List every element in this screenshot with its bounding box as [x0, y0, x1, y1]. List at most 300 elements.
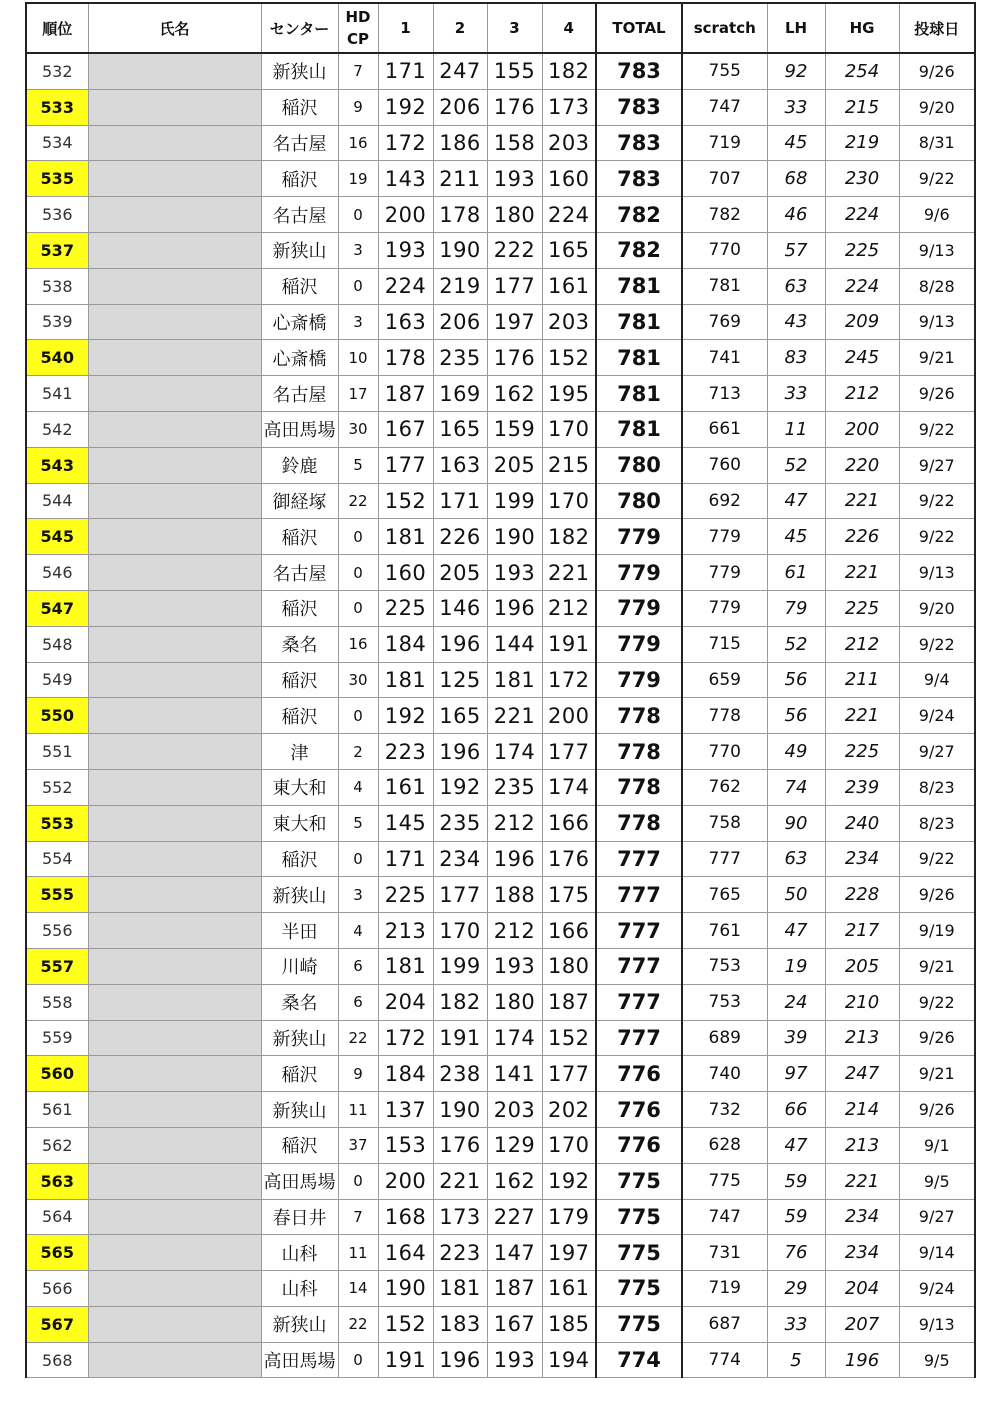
hdcp-cell: 0	[338, 1342, 378, 1378]
high-game-score: 207	[825, 1306, 899, 1342]
game-4-score: 179	[542, 1199, 596, 1235]
game-4-score: 172	[542, 662, 596, 698]
play-date: 9/27	[899, 1199, 975, 1235]
rank-cell: 537	[26, 232, 88, 268]
total-score: 779	[596, 626, 682, 662]
game-3-score: 177	[487, 268, 542, 304]
game-2-score: 173	[433, 1199, 487, 1235]
scratch-score: 692	[682, 483, 767, 519]
rank-cell: 563	[26, 1163, 88, 1199]
play-date: 9/13	[899, 304, 975, 340]
name-cell	[88, 1306, 261, 1342]
game-2-score: 235	[433, 805, 487, 841]
play-date: 9/26	[899, 1092, 975, 1128]
hdcp-cell: 37	[338, 1127, 378, 1163]
game-1-score: 167	[378, 411, 433, 447]
header-game-4: 4	[542, 3, 596, 53]
total-score: 781	[596, 304, 682, 340]
rank-cell: 535	[26, 161, 88, 197]
name-cell	[88, 53, 261, 89]
game-2-score: 221	[433, 1163, 487, 1199]
center-cell: 名古屋	[261, 555, 338, 591]
center-cell: 心斎橋	[261, 340, 338, 376]
game-2-score: 235	[433, 340, 487, 376]
rank-cell: 558	[26, 984, 88, 1020]
game-2-score: 192	[433, 769, 487, 805]
table-row	[26, 232, 975, 268]
game-4-score: 170	[542, 483, 596, 519]
name-cell	[88, 698, 261, 734]
game-2-score: 170	[433, 913, 487, 949]
game-3-score: 203	[487, 1092, 542, 1128]
scratch-score: 628	[682, 1127, 767, 1163]
low-game-score: 52	[767, 626, 825, 662]
center-cell: 山科	[261, 1271, 338, 1307]
total-score: 777	[596, 913, 682, 949]
rank-cell: 540	[26, 340, 88, 376]
low-game-score: 45	[767, 519, 825, 555]
table-row	[26, 1020, 975, 1056]
table-row	[26, 913, 975, 949]
play-date: 9/21	[899, 340, 975, 376]
game-4-score: 182	[542, 53, 596, 89]
game-1-score: 192	[378, 698, 433, 734]
game-3-score: 196	[487, 841, 542, 877]
low-game-score: 49	[767, 734, 825, 770]
scratch-score: 740	[682, 1056, 767, 1092]
low-game-score: 33	[767, 89, 825, 125]
rank-cell: 562	[26, 1127, 88, 1163]
scratch-score: 661	[682, 411, 767, 447]
rank-cell: 533	[26, 89, 88, 125]
rank-cell: 544	[26, 483, 88, 519]
game-1-score: 153	[378, 1127, 433, 1163]
game-3-score: 193	[487, 161, 542, 197]
name-cell	[88, 447, 261, 483]
center-cell: 新狭山	[261, 1020, 338, 1056]
game-3-score: 197	[487, 304, 542, 340]
name-cell	[88, 841, 261, 877]
high-game-score: 205	[825, 948, 899, 984]
name-cell	[88, 555, 261, 591]
low-game-score: 97	[767, 1056, 825, 1092]
total-score: 778	[596, 734, 682, 770]
game-2-score: 176	[433, 1127, 487, 1163]
game-2-score: 182	[433, 984, 487, 1020]
hdcp-cell: 4	[338, 769, 378, 805]
table-row	[26, 769, 975, 805]
game-1-score: 168	[378, 1199, 433, 1235]
low-game-score: 33	[767, 1306, 825, 1342]
high-game-score: 225	[825, 232, 899, 268]
low-game-score: 68	[767, 161, 825, 197]
high-game-score: 224	[825, 268, 899, 304]
game-1-score: 145	[378, 805, 433, 841]
hdcp-cell: 0	[338, 519, 378, 555]
play-date: 9/14	[899, 1235, 975, 1271]
name-cell	[88, 340, 261, 376]
hdcp-cell: 0	[338, 841, 378, 877]
play-date: 9/26	[899, 53, 975, 89]
game-1-score: 225	[378, 590, 433, 626]
low-game-score: 56	[767, 662, 825, 698]
center-cell: 鈴鹿	[261, 447, 338, 483]
game-3-score: 180	[487, 984, 542, 1020]
game-2-score: 199	[433, 948, 487, 984]
total-score: 782	[596, 197, 682, 233]
low-game-score: 63	[767, 268, 825, 304]
play-date: 9/20	[899, 590, 975, 626]
hdcp-cell: 5	[338, 805, 378, 841]
play-date: 9/13	[899, 555, 975, 591]
hdcp-cell: 0	[338, 590, 378, 626]
scratch-score: 779	[682, 555, 767, 591]
hdcp-cell: 16	[338, 626, 378, 662]
low-game-score: 39	[767, 1020, 825, 1056]
game-3-score: 162	[487, 1163, 542, 1199]
game-1-score: 200	[378, 197, 433, 233]
game-1-score: 204	[378, 984, 433, 1020]
game-3-score: 159	[487, 411, 542, 447]
total-score: 781	[596, 268, 682, 304]
table-row	[26, 1127, 975, 1163]
table-row	[26, 1306, 975, 1342]
low-game-score: 92	[767, 53, 825, 89]
total-score: 775	[596, 1199, 682, 1235]
center-cell: 名古屋	[261, 376, 338, 412]
name-cell	[88, 1163, 261, 1199]
name-cell	[88, 232, 261, 268]
name-cell	[88, 1271, 261, 1307]
game-3-score: 180	[487, 197, 542, 233]
game-3-score: 193	[487, 555, 542, 591]
name-cell	[88, 590, 261, 626]
low-game-score: 90	[767, 805, 825, 841]
high-game-score: 225	[825, 734, 899, 770]
high-game-score: 214	[825, 1092, 899, 1128]
game-2-score: 191	[433, 1020, 487, 1056]
hdcp-cell: 22	[338, 1306, 378, 1342]
hdcp-cell: 5	[338, 447, 378, 483]
rank-cell: 567	[26, 1306, 88, 1342]
name-cell	[88, 161, 261, 197]
center-cell: 桑名	[261, 626, 338, 662]
game-1-score: 164	[378, 1235, 433, 1271]
header-center: センター	[261, 3, 338, 53]
rank-cell: 543	[26, 447, 88, 483]
center-cell: 川崎	[261, 948, 338, 984]
hdcp-cell: 0	[338, 197, 378, 233]
table-row	[26, 89, 975, 125]
low-game-score: 79	[767, 590, 825, 626]
game-3-score: 181	[487, 662, 542, 698]
low-game-score: 76	[767, 1235, 825, 1271]
table-row	[26, 626, 975, 662]
play-date: 9/22	[899, 519, 975, 555]
play-date: 9/27	[899, 447, 975, 483]
game-4-score: 200	[542, 698, 596, 734]
hdcp-cell: 10	[338, 340, 378, 376]
high-game-score: 234	[825, 1235, 899, 1271]
game-4-score: 175	[542, 877, 596, 913]
low-game-score: 11	[767, 411, 825, 447]
game-4-score: 212	[542, 590, 596, 626]
hdcp-cell: 4	[338, 913, 378, 949]
low-game-score: 61	[767, 555, 825, 591]
name-cell	[88, 1020, 261, 1056]
hdcp-cell: 30	[338, 411, 378, 447]
low-game-score: 47	[767, 1127, 825, 1163]
game-2-score: 226	[433, 519, 487, 555]
scratch-score: 747	[682, 1199, 767, 1235]
game-4-score: 165	[542, 232, 596, 268]
game-3-score: 187	[487, 1271, 542, 1307]
game-3-score: 222	[487, 232, 542, 268]
total-score: 783	[596, 53, 682, 89]
rank-cell: 546	[26, 555, 88, 591]
high-game-score: 212	[825, 626, 899, 662]
game-1-score: 184	[378, 1056, 433, 1092]
hdcp-cell: 0	[338, 1163, 378, 1199]
game-3-score: 141	[487, 1056, 542, 1092]
scratch-score: 687	[682, 1306, 767, 1342]
scratch-score: 770	[682, 232, 767, 268]
low-game-score: 47	[767, 483, 825, 519]
table-row	[26, 53, 975, 89]
game-3-score: 193	[487, 948, 542, 984]
scratch-score: 779	[682, 519, 767, 555]
high-game-score: 196	[825, 1342, 899, 1378]
rank-cell: 547	[26, 590, 88, 626]
center-cell: 新狭山	[261, 1306, 338, 1342]
center-cell: 東大和	[261, 769, 338, 805]
game-4-score: 177	[542, 734, 596, 770]
scratch-score: 778	[682, 698, 767, 734]
table-row	[26, 555, 975, 591]
total-score: 778	[596, 805, 682, 841]
low-game-score: 50	[767, 877, 825, 913]
high-game-score: 239	[825, 769, 899, 805]
name-cell	[88, 519, 261, 555]
game-1-score: 224	[378, 268, 433, 304]
table-row	[26, 877, 975, 913]
hdcp-cell: 0	[338, 268, 378, 304]
name-cell	[88, 1342, 261, 1378]
table-row	[26, 483, 975, 519]
center-cell: 稲沢	[261, 662, 338, 698]
play-date: 8/23	[899, 805, 975, 841]
game-1-score: 171	[378, 53, 433, 89]
rank-cell: 538	[26, 268, 88, 304]
play-date: 9/5	[899, 1342, 975, 1378]
header-hdcp-line2: CP	[346, 30, 369, 48]
rank-cell: 568	[26, 1342, 88, 1378]
high-game-score: 209	[825, 304, 899, 340]
rank-cell: 565	[26, 1235, 88, 1271]
low-game-score: 24	[767, 984, 825, 1020]
table-row	[26, 340, 975, 376]
game-3-score: 158	[487, 125, 542, 161]
table-row	[26, 304, 975, 340]
game-3-score: 205	[487, 447, 542, 483]
high-game-score: 226	[825, 519, 899, 555]
low-game-score: 5	[767, 1342, 825, 1378]
center-cell: 御経塚	[261, 483, 338, 519]
game-3-score: 129	[487, 1127, 542, 1163]
game-1-score: 161	[378, 769, 433, 805]
game-4-score: 197	[542, 1235, 596, 1271]
scratch-score: 719	[682, 1271, 767, 1307]
scratch-score: 732	[682, 1092, 767, 1128]
center-cell: 高田馬場	[261, 1342, 338, 1378]
high-game-score: 224	[825, 197, 899, 233]
high-game-score: 228	[825, 877, 899, 913]
center-cell: 稲沢	[261, 268, 338, 304]
game-3-score: 155	[487, 53, 542, 89]
game-2-score: 177	[433, 877, 487, 913]
low-game-score: 83	[767, 340, 825, 376]
center-cell: 稲沢	[261, 590, 338, 626]
hdcp-cell: 9	[338, 89, 378, 125]
hdcp-cell: 0	[338, 555, 378, 591]
low-game-score: 74	[767, 769, 825, 805]
scratch-score: 755	[682, 53, 767, 89]
total-score: 783	[596, 89, 682, 125]
name-cell	[88, 483, 261, 519]
scratch-score: 777	[682, 841, 767, 877]
game-4-score: 161	[542, 268, 596, 304]
table-row	[26, 948, 975, 984]
high-game-score: 254	[825, 53, 899, 89]
name-cell	[88, 1127, 261, 1163]
name-cell	[88, 734, 261, 770]
total-score: 775	[596, 1163, 682, 1199]
play-date: 9/26	[899, 877, 975, 913]
game-4-score: 187	[542, 984, 596, 1020]
game-2-score: 206	[433, 89, 487, 125]
game-1-score: 184	[378, 626, 433, 662]
high-game-score: 225	[825, 590, 899, 626]
center-cell: 高田馬場	[261, 1163, 338, 1199]
scratch-score: 753	[682, 948, 767, 984]
name-cell	[88, 626, 261, 662]
scratch-score: 781	[682, 268, 767, 304]
scratch-score: 774	[682, 1342, 767, 1378]
low-game-score: 66	[767, 1092, 825, 1128]
scratch-score: 770	[682, 734, 767, 770]
total-score: 779	[596, 662, 682, 698]
game-1-score: 152	[378, 1306, 433, 1342]
game-4-score: 166	[542, 805, 596, 841]
hdcp-cell: 7	[338, 1199, 378, 1235]
play-date: 9/20	[899, 89, 975, 125]
game-3-score: 212	[487, 913, 542, 949]
rank-cell: 551	[26, 734, 88, 770]
high-game-score: 219	[825, 125, 899, 161]
game-2-score: 205	[433, 555, 487, 591]
total-score: 776	[596, 1092, 682, 1128]
rank-cell: 561	[26, 1092, 88, 1128]
game-2-score: 171	[433, 483, 487, 519]
rank-cell: 545	[26, 519, 88, 555]
game-3-score: 176	[487, 340, 542, 376]
game-1-score: 181	[378, 519, 433, 555]
ranking-table	[25, 2, 976, 1378]
low-game-score: 19	[767, 948, 825, 984]
play-date: 8/23	[899, 769, 975, 805]
game-3-score: 174	[487, 734, 542, 770]
game-2-score: 196	[433, 734, 487, 770]
center-cell: 新狭山	[261, 232, 338, 268]
game-4-score: 195	[542, 376, 596, 412]
center-cell: 桑名	[261, 984, 338, 1020]
table-row	[26, 447, 975, 483]
low-game-score: 59	[767, 1163, 825, 1199]
game-3-score: 176	[487, 89, 542, 125]
play-date: 9/13	[899, 1306, 975, 1342]
high-game-score: 245	[825, 340, 899, 376]
hdcp-cell: 3	[338, 304, 378, 340]
game-2-score: 247	[433, 53, 487, 89]
game-2-score: 196	[433, 1342, 487, 1378]
scratch-score: 713	[682, 376, 767, 412]
game-4-score: 161	[542, 1271, 596, 1307]
scratch-score: 719	[682, 125, 767, 161]
game-2-score: 190	[433, 232, 487, 268]
table-row	[26, 1056, 975, 1092]
scratch-score: 779	[682, 590, 767, 626]
scratch-score: 758	[682, 805, 767, 841]
table-row	[26, 1199, 975, 1235]
play-date: 9/24	[899, 698, 975, 734]
game-3-score: 174	[487, 1020, 542, 1056]
game-2-score: 125	[433, 662, 487, 698]
high-game-score: 234	[825, 1199, 899, 1235]
table-row	[26, 984, 975, 1020]
scratch-score: 741	[682, 340, 767, 376]
hdcp-cell: 11	[338, 1092, 378, 1128]
table-row	[26, 125, 975, 161]
header-hdcp-line1: HD	[345, 8, 371, 26]
total-score: 778	[596, 769, 682, 805]
rank-cell: 556	[26, 913, 88, 949]
center-cell: 稲沢	[261, 519, 338, 555]
game-4-score: 191	[542, 626, 596, 662]
low-game-score: 63	[767, 841, 825, 877]
game-4-score: 180	[542, 948, 596, 984]
game-1-score: 200	[378, 1163, 433, 1199]
high-game-score: 210	[825, 984, 899, 1020]
game-4-score: 221	[542, 555, 596, 591]
scratch-score: 659	[682, 662, 767, 698]
rank-cell: 564	[26, 1199, 88, 1235]
game-3-score: 162	[487, 376, 542, 412]
scratch-score: 769	[682, 304, 767, 340]
scratch-score: 760	[682, 447, 767, 483]
play-date: 9/13	[899, 232, 975, 268]
high-game-score: 240	[825, 805, 899, 841]
rank-cell: 554	[26, 841, 88, 877]
scratch-score: 753	[682, 984, 767, 1020]
game-2-score: 146	[433, 590, 487, 626]
game-2-score: 196	[433, 626, 487, 662]
play-date: 9/21	[899, 948, 975, 984]
high-game-score: 221	[825, 555, 899, 591]
rank-cell: 553	[26, 805, 88, 841]
game-1-score: 225	[378, 877, 433, 913]
name-cell	[88, 89, 261, 125]
game-4-score: 182	[542, 519, 596, 555]
